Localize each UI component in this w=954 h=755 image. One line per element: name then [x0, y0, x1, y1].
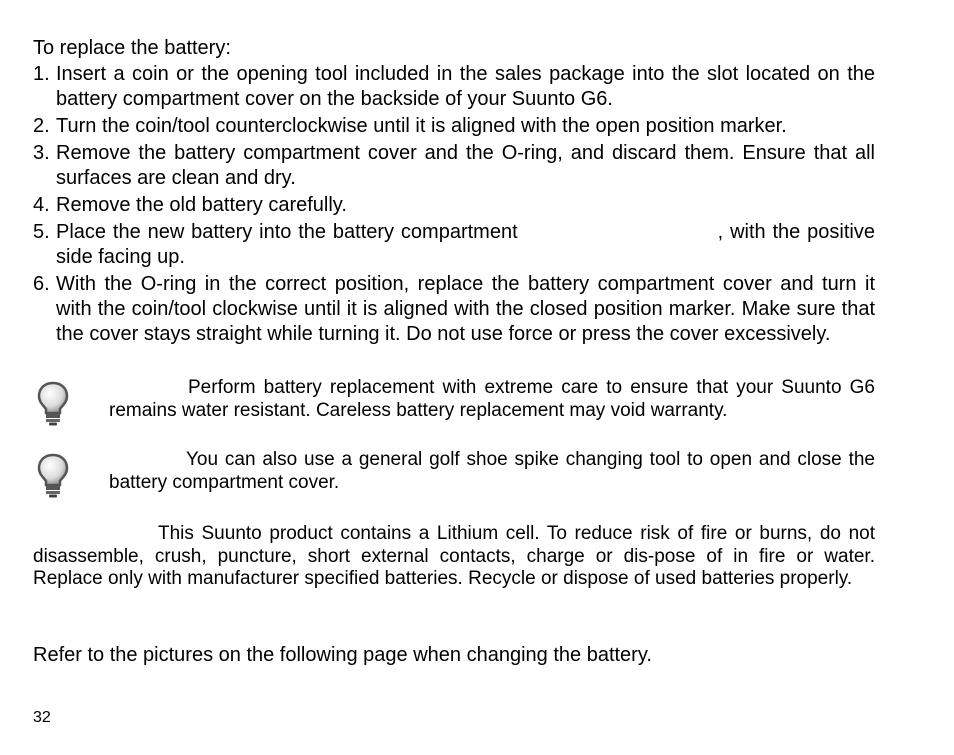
step-number: 2. [33, 115, 50, 137]
step-item [33, 220, 875, 270]
step-item [33, 141, 875, 191]
lightbulb-icon [36, 381, 70, 427]
step-number: 1. [33, 63, 50, 85]
refer-text: Refer to the pictures on the following page when changing the battery. [33, 644, 652, 666]
step-text: Remove the battery compartment cover and the O-ring, and discard them. Ensure that all surfaces are clean and dry. [56, 142, 875, 189]
step-text-after: , with the positive side facing up. [56, 221, 875, 268]
step-text: Insert a coin or the opening tool included in the sales package into the slot located on the battery compartment cover on the backside of your Suunto G6. [56, 63, 875, 110]
warning-body: This Suunto product contains a Lithium cell. To reduce risk of fire or burns, do not disassemble, crush, puncture, short external contacts, charge or dis-pose of in fire or water. Replace only with manufacturer specified batteries. Recycle or dispose of used batteries properly. [33, 523, 875, 589]
lightbulb-icon [36, 453, 70, 499]
step-number: 3. [33, 142, 50, 164]
tip-body: You can also use a general golf shoe spike changing tool to open and close the battery compartment cover. [109, 449, 875, 493]
tip-body: Perform battery replacement with extreme care to ensure that your Suunto G6 remains water resistant. Careless battery replacement may void warranty. [109, 377, 875, 421]
tip-note [33, 449, 875, 494]
step-text: With the O-ring in the correct position, replace the battery compartment cover and turn it with the coin/tool clockwise until it is aligned with the closed position marker. Make sure that the cover stays straight while turning it. Do not use force or press the cover excessively. [56, 273, 875, 345]
tip-text [109, 377, 875, 422]
step-text: Remove the old battery carefully. [56, 194, 347, 216]
step-item [33, 193, 875, 218]
step-number: 5. [33, 221, 50, 243]
step-item [33, 62, 875, 112]
step-text: Turn the coin/tool counterclockwise until it is aligned with the open position marker. [56, 115, 787, 137]
tip-note [33, 377, 875, 422]
step-item [33, 272, 875, 347]
tip-text [109, 449, 875, 494]
step-number: 4. [33, 194, 50, 216]
warning-paragraph [33, 523, 875, 591]
intro-text: To replace the battery: [33, 37, 231, 59]
step-item [33, 114, 875, 139]
page-number: 32 [33, 709, 51, 726]
step-number: 6. [33, 273, 50, 295]
replacement-steps [33, 62, 875, 349]
step-text-before: Place the new battery into the battery compartment [56, 221, 518, 243]
step-text [56, 220, 875, 270]
